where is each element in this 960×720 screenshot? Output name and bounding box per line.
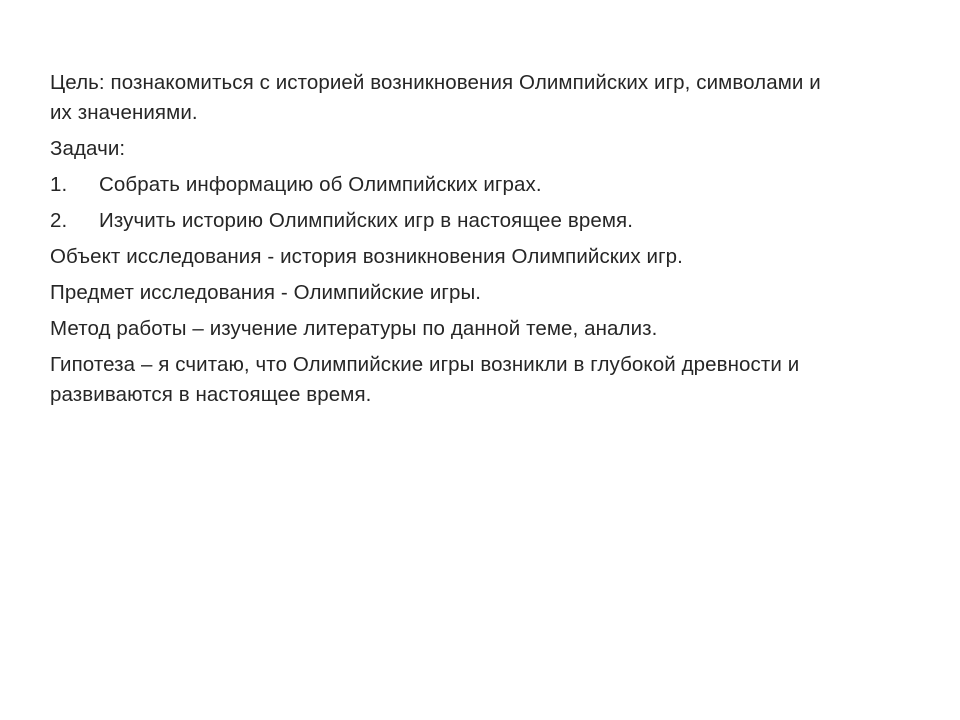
hypothesis-text: Гипотеза – я считаю, что Олимпийские игры возникли в глубокой древности и развиваются в настоящее время.	[50, 353, 800, 406]
tasks-heading: Задачи:	[50, 137, 126, 160]
task-number: 1.	[50, 173, 68, 196]
task-text: Изучить историю Олимпийских игр в настоящее время.	[99, 209, 634, 232]
slide-body	[50, 68, 840, 416]
research-subject-text: Предмет исследования - Олимпийские игры.	[50, 281, 482, 304]
task-text: Собрать информацию об Олимпийских играх.	[99, 173, 542, 196]
goal-text: Цель: познакомиться с историей возникновения Олимпийских игр, символами и их значениями.	[50, 71, 821, 124]
work-method-text: Метод работы – изучение литературы по данной теме, анализ.	[50, 317, 658, 340]
task-number: 2.	[50, 209, 68, 232]
task-item-1	[50, 170, 840, 200]
research-object-text: Объект исследования - история возникновения Олимпийских игр.	[50, 245, 683, 268]
task-item-2	[50, 206, 840, 236]
